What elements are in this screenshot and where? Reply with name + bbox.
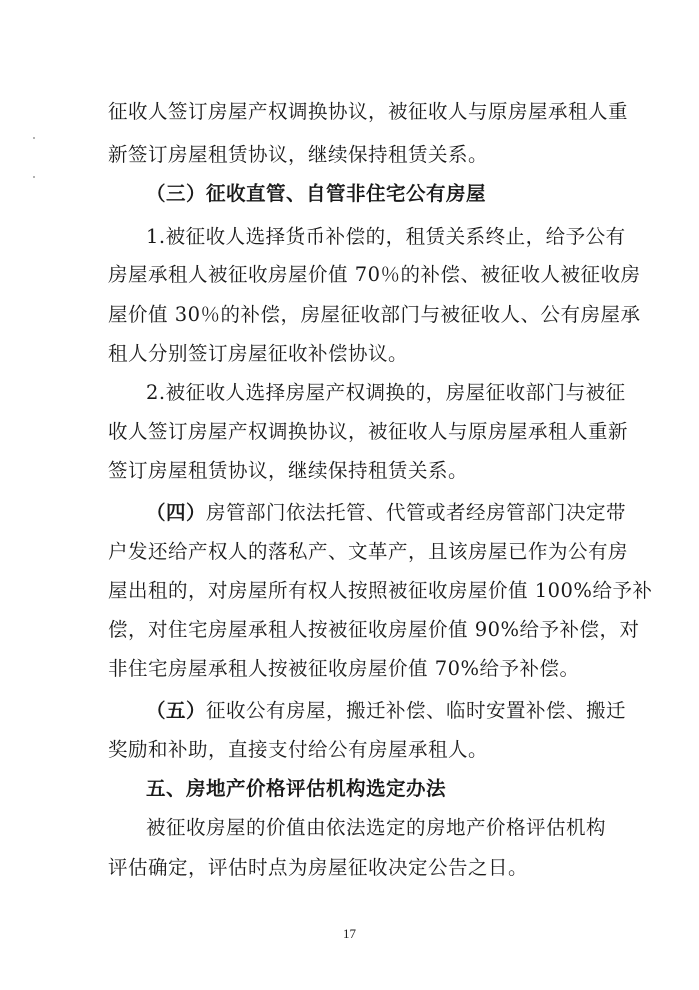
section-text: 征收公有房屋，搬迁补偿、临时安置补偿、搬迁 [206,699,627,722]
body-line: 2.被征收人选择房屋产权调换的，房屋征收部门与被征 [146,381,626,404]
body-line [146,698,627,724]
body-line: 评估确定，评估时点为房屋征收决定公告之日。 [108,856,529,879]
body-line [146,500,627,526]
body-line: 被征收房屋的价值由依法选定的房地产价格评估机构 [146,816,607,839]
section-heading: （三）征收直管、自管非住宅公有房屋 [146,182,487,205]
section-number: （五） [146,699,207,722]
body-line: 收人签订房屋产权调换协议，被征收人与原房屋承租人重新 [108,420,629,443]
body-line: 奖励和补助，直接支付给公有房屋承租人。 [108,738,489,761]
body-line: 偿，对住宅房屋承租人按被征收房屋价值 90%给予补偿，对 [108,618,640,641]
section-text: 房管部门依法托管、代管或者经房管部门决定带 [206,501,627,524]
body-line: 屋出租的，对房屋所有权人按照被征收房屋价值 100%给予补 [108,579,653,602]
body-line: 户发还给产权人的落私产、文革产，且该房屋已作为公有房 [108,540,629,563]
margin-mark [33,176,35,178]
body-line: 房屋承租人被征收房屋价值 70％的补偿、被征收人被征收房 [108,263,641,286]
body-line: 1.被征收人选择货币补偿的，租赁关系终止，给予公有 [146,225,626,248]
margin-mark [33,137,35,139]
section-heading: 五、房地产价格评估机构选定办法 [146,777,447,800]
body-line: 新签订房屋租赁协议，继续保持租赁关系。 [108,143,489,166]
body-line: 签订房屋租赁协议，继续保持租赁关系。 [108,459,469,482]
body-line: 屋价值 30％的补偿，房屋征收部门与被征收人、公有房屋承 [108,303,641,326]
section-number: （四） [146,501,207,524]
body-line: 征收人签订房屋产权调换协议，被征收人与原房屋承租人重 [108,100,629,123]
body-line: 租人分别签订房屋征收补偿协议。 [108,342,409,365]
page-number: 17 [343,926,356,941]
body-line: 非住宅房屋承租人按被征收房屋价值 70%给予补偿。 [108,657,580,680]
